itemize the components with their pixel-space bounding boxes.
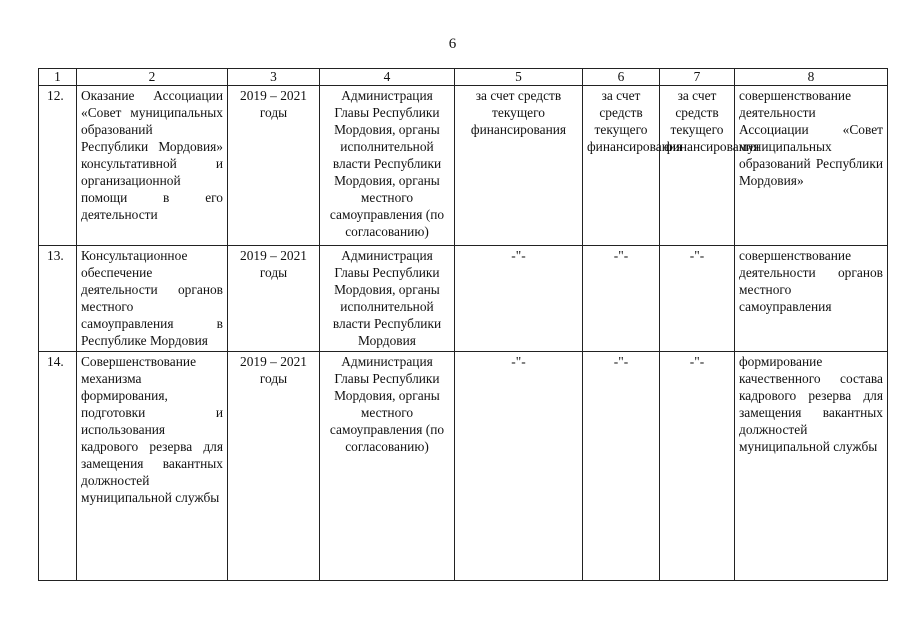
event-cell: Совершенствование механизма формирования, подготовки и использования кадрового резерва для замещения вакантных должностей муниципальной службы	[77, 352, 228, 581]
row-number: 12.	[39, 86, 77, 246]
table-row	[39, 352, 888, 581]
header-col-1: 1	[39, 69, 77, 86]
table-row	[39, 246, 888, 352]
col7-cell: за счет средств текущего финансирования	[660, 86, 735, 246]
row-number: 13.	[39, 246, 77, 352]
result-cell: формирование качественного состава кадрового резерва для замещения вакантных должностей муниципальной службы	[735, 352, 888, 581]
header-col-7: 7	[660, 69, 735, 86]
header-col-4: 4	[320, 69, 455, 86]
col6-cell: за счет средств текущего финансирования	[583, 86, 660, 246]
header-row	[39, 69, 888, 86]
header-col-2: 2	[77, 69, 228, 86]
row-number: 14.	[39, 352, 77, 581]
page-number: 6	[448, 36, 457, 52]
measures-table	[38, 68, 888, 581]
header-col-8: 8	[735, 69, 888, 86]
period-cell: 2019 – 2021 годы	[228, 246, 320, 352]
col6-cell: -"-	[583, 246, 660, 352]
executor-cell: Администрация Главы Республики Мордовия, органы исполнительной власти Республики Мордовия	[320, 246, 455, 352]
executor-cell: Администрация Главы Республики Мордовия, органы исполнительной власти Республики Мордовия, органы местного самоуправления (по согласованию)	[320, 86, 455, 246]
source-cell: за счет средств текущего финансирования	[455, 86, 583, 246]
col7-cell: -"-	[660, 352, 735, 581]
header-col-6: 6	[583, 69, 660, 86]
result-cell: совершенствование деятельности органов местного самоуправления	[735, 246, 888, 352]
header-col-3: 3	[228, 69, 320, 86]
source-cell: -"-	[455, 352, 583, 581]
executor-cell: Администрация Главы Республики Мордовия, органы местного самоуправления (по согласованию)	[320, 352, 455, 581]
event-cell: Оказание Ассоциации «Совет муниципальных образований Республики Мордовия» консультативной и организационной помощи в его деятельности	[77, 86, 228, 246]
source-cell: -"-	[455, 246, 583, 352]
table-row	[39, 86, 888, 246]
period-cell: 2019 – 2021 годы	[228, 86, 320, 246]
event-cell: Консультационное обеспечение деятельности органов местного самоуправления в Республике Мордовия	[77, 246, 228, 352]
col6-cell: -"-	[583, 352, 660, 581]
col7-cell: -"-	[660, 246, 735, 352]
header-col-5: 5	[455, 69, 583, 86]
result-cell: совершенствование деятельности Ассоциации «Совет муниципальных образований Республики Мордовия»	[735, 86, 888, 246]
period-cell: 2019 – 2021 годы	[228, 352, 320, 581]
